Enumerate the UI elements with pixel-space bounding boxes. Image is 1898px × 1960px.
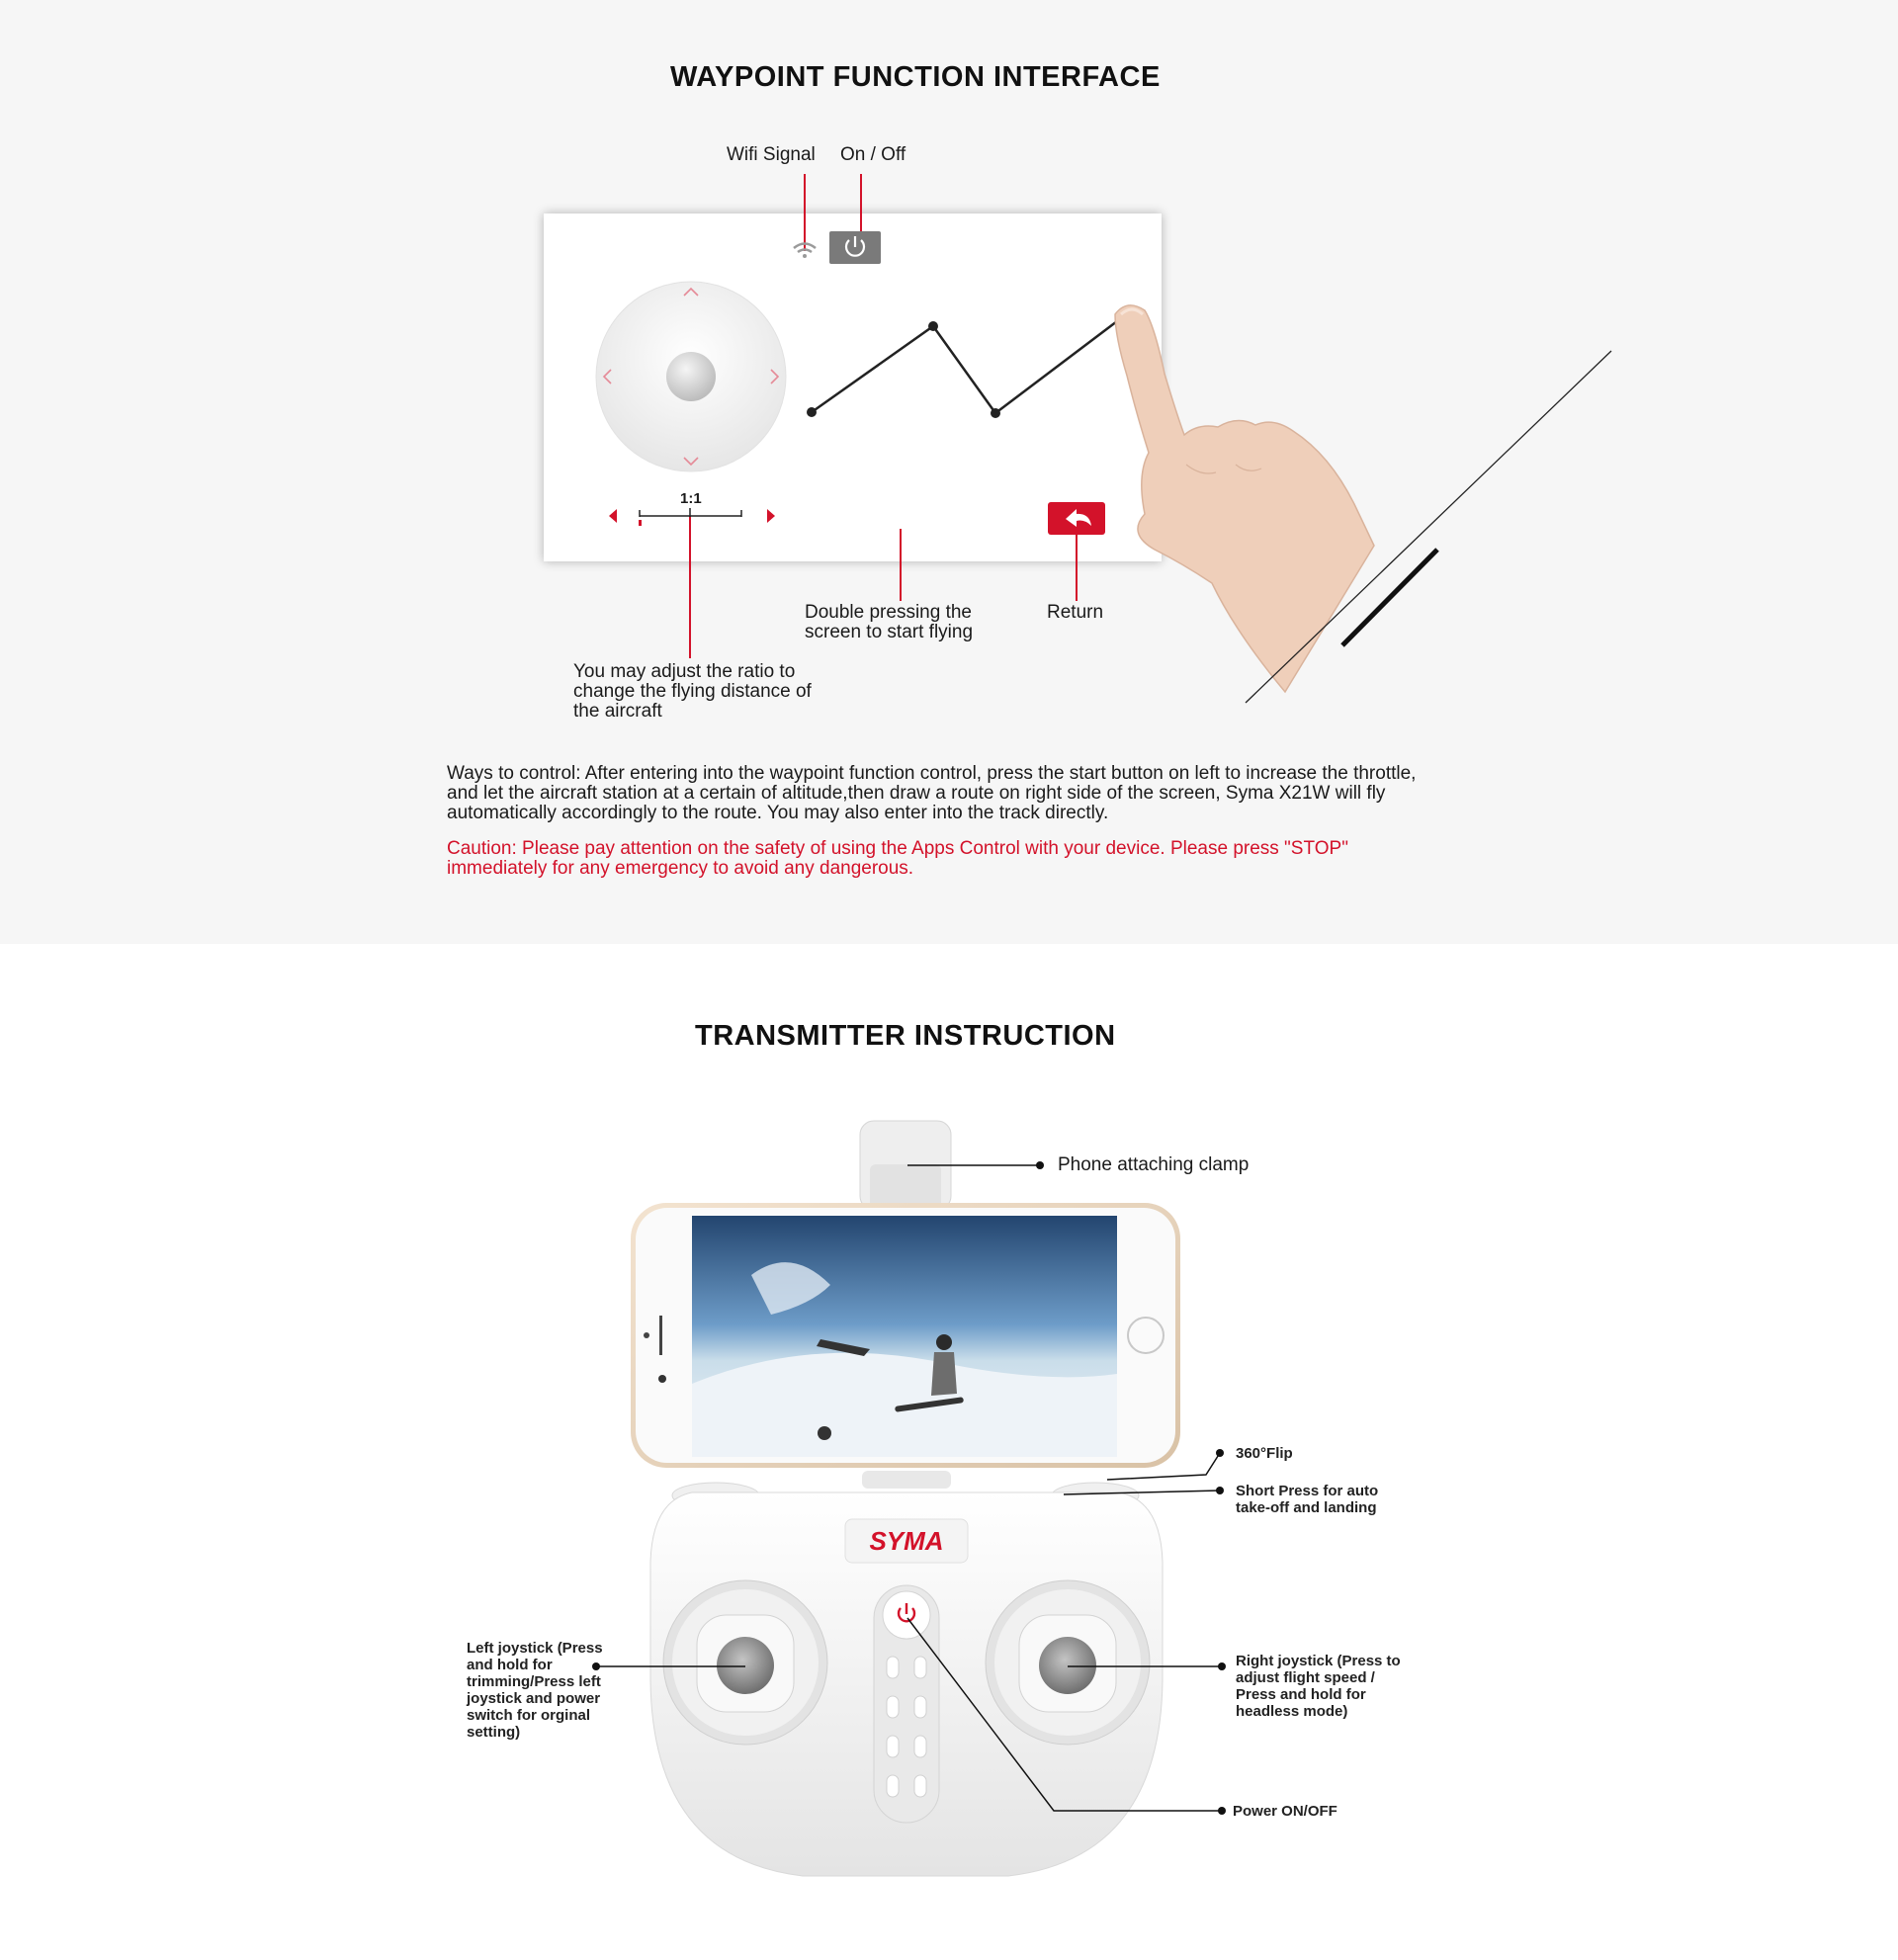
transmitter-title: TRANSMITTER INSTRUCTION — [695, 1020, 1116, 1052]
waypoint-caution: Caution: Please pay attention on the safety of using the Apps Control with your device. Please press "STOP" immediately for any emergency to avoid any dangerous. — [447, 838, 1348, 879]
ratio-value: 1:1 — [680, 490, 702, 507]
right-joystick-label: Right joystick (Press to adjust flight speed / Press and hold for headless mode) — [1236, 1653, 1401, 1720]
flip-label: 360°Flip — [1236, 1445, 1293, 1462]
joystick-icon — [596, 282, 786, 471]
left-joystick — [663, 1580, 827, 1745]
right-joystick — [986, 1580, 1150, 1745]
wifi-signal-label: Wifi Signal — [727, 144, 816, 165]
power-button — [883, 1591, 930, 1639]
ratio-slider — [609, 508, 775, 526]
left-joystick-label: Left joystick (Press and hold for trimming/Press left joystick and power switch for orginal setting) — [467, 1640, 603, 1741]
waypoint-title: WAYPOINT FUNCTION INTERFACE — [670, 61, 1161, 93]
waypoint-description: Ways to control: After entering into the waypoint function control, press the start button on left to increase the throttle, and let the aircraft station at a certain of altitude,then draw a route on right side of the screen, Syma X21W will fly automatically accordingly to the route. You may also enter into the track directly. — [447, 763, 1417, 823]
hand-icon — [1115, 305, 1374, 692]
power-label: Power ON/OFF — [1233, 1803, 1337, 1820]
clamp-label: Phone attaching clamp — [1058, 1154, 1250, 1175]
syma-logo: SYMA — [869, 1526, 944, 1556]
return-label: Return — [1047, 602, 1104, 623]
ratio-label: You may adjust the ratio to change the flying distance of the aircraft — [573, 661, 812, 722]
transmitter-diagram — [0, 1087, 1898, 1937]
double-press-label: Double pressing the screen to start flying — [805, 602, 974, 642]
phone — [631, 1203, 1180, 1468]
power-icon — [829, 231, 881, 264]
on-off-label: On / Off — [840, 144, 906, 165]
short-press-label: Short Press for auto take-off and landing — [1236, 1483, 1379, 1516]
route-path — [807, 318, 1121, 418]
return-arrow-icon — [1048, 502, 1105, 535]
